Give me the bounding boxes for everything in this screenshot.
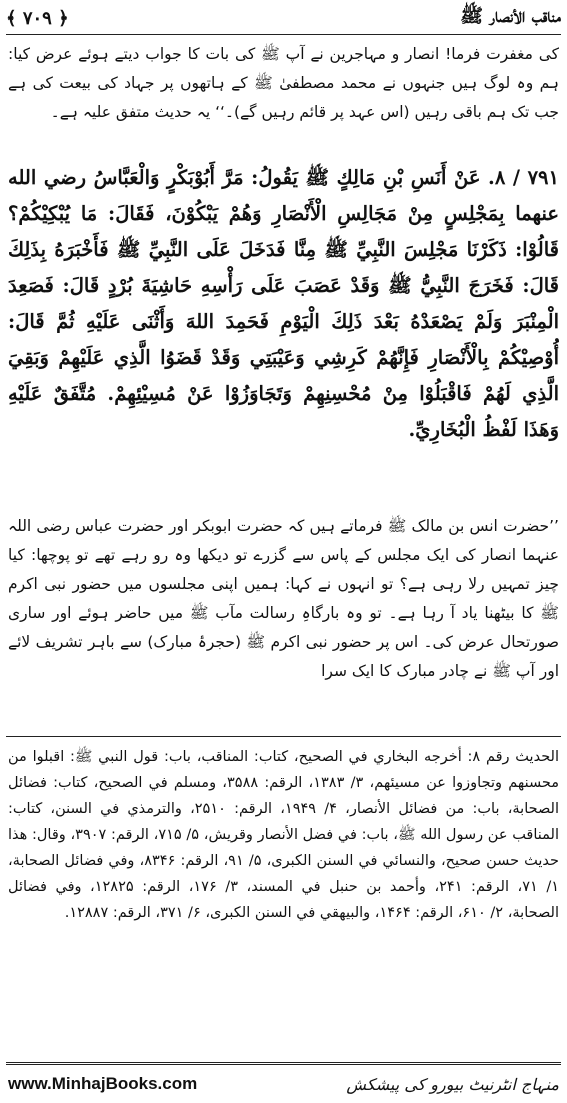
website-link[interactable]: www.MinhajBooks.com [8, 1074, 198, 1093]
chapter-title: مناقب الأنصار ﷺ [460, 5, 561, 27]
page-header [6, 4, 561, 32]
translation-urdu-text: ’’حضرت انس بن مالک ﷺ فرماتے ہیں کہ حضرت ابوبکر اور حضرت عباس رضی اللہ عنہما انصار کی ایک مجلس کے پاس سے گزرے تو دیکھا وہ رو رہے تھے تو پوچھا: کیا چیز تمہیں رلا رہی ہے؟ تو انہوں نے کہا: ہمیں اپنی مجلسوں میں حضور نبی اکرم ﷺ کا بیٹھنا یاد آ رہا ہے۔ تو وہ بارگاہِ رسالت مآب ﷺ میں حاضر ہوئے اور ساری صورتحال عرض کی۔ اس پر حضور نبی اکرم ﷺ (حجرۂ مبارک) سے باہر تشریف لائے اور آپ ﷺ نے چادر مبارک کا ایک سرا [8, 517, 559, 680]
footer-rule [6, 1062, 561, 1065]
hadith-number: ۷۹۱ / ۸. [488, 166, 559, 189]
page-number: ﴿ ۷۰۹ ﴾ [6, 7, 69, 29]
hadith-arabic-text: عَنْ أَنَسِ بْنِ مَالِكٍ ﷺ يَقُولُ: مَرَّ أَبُوْبَكْرٍ وَالْعَبَّاسُ رضي الله عنهما بِمَجْلِسٍ مِنْ مَجَالِسِ الْأَنْصَارِ وَهُمْ يَبْكُوْنَ، فَقَالَ: مَا يُبْكِيْكُمْ؟ قَالُوْا: ذَكَرْنَا مَجْلِسَ النَّبِيِّ ﷺ مِنَّا فَدَخَلَ عَلَى النَّبِيِّ ﷺ فَأَخْبَرَهُ بِذَلِكَ قَالَ: فَخَرَجَ النَّبِيُّ ﷺ وَقَدْ عَصَبَ عَلَى رَأْسِهِ حَاشِيَةَ بُرْدٍ قَالَ: فَصَعِدَ الْمِنْبَرَ وَلَمْ يَصْعَدْهُ بَعْدَ ذَلِكَ الْيَوْمِ فَحَمِدَ اللهَ وَأَثْنَى عَلَيْهِ ثُمَّ قَالَ: أُوْصِيْكُمْ بِالْأَنْصَارِ فَإِنَّهُمْ كَرِشِي وَعَيْبَتِي وَقَدْ قَضَوُا الَّذِي عَلَيْهِمْ وَبَقِيَ الَّذِي لَهُمْ فَاقْبَلُوْا مِنْ مُحْسِنِهِمْ وَتَجَاوَزُوْا عَنْ مُسِيْئِهِمْ. مُتَّفَقٌ عَلَيْهِ وَهَذَا لَفْظُ الْبُخَارِيِّ. [8, 166, 559, 441]
footnote-rule [6, 736, 561, 737]
footnote-references: الحديث رقم ۸: أخرجه البخاري في الصحيح، كتاب: المناقب، باب: قول النبي ﷺ: اقبلوا من محسنهم وتجاوزوا عن مسيئهم، ۳/ ۱۳۸۳، الرقم: ۳۵۸۸، ومسلم في الصحيح، كتاب: فضائل الصحابة، باب: من فضائل الأنصار، ۴/ ۱۹۴۹، الرقم: ۲۵۱۰، والترمذي في السنن، كتاب: المناقب عن رسول الله ﷺ، باب: في فضل الأنصار وقريش، ۵/ ۷۱۵، الرقم: ۳۹۰۷، وقال: هذا حديث حسن صحيح، والنسائي في السنن الكبرى، ۵/ ۹۱، الرقم: ۸۳۴۶، وفي فضائل الصحابة، ۱/ ۷۱، الرقم: ۲۴۱، وأحمد بن حنبل في المسند، ۳/ ۱۷۶، الرقم: ۱۲۸۲۵، وفي فضائل الصحابة، ۲/ ۶۱۰، الرقم: ۱۴۶۴، والبيهقي في السنن الكبرى، ۶/ ۳۷۱، الرقم: ۱۲۸۸۷. [8, 749, 559, 921]
publisher-brand: منہاج انٹرنیٹ بیورو کی پیشکش [346, 1074, 559, 1094]
page-footer [8, 1070, 559, 1098]
intro-urdu-text: کی مغفرت فرما! انصار و مہاجرین نے آپ ﷺ کی بات کا جواب دیتے ہوئے عرض کیا: ہم وہ لوگ ہیں جنہوں نے محمد مصطفیٰ ﷺ کے ہاتھوں پر جہاد کی بیعت کی ہے جب تک ہم باقی رہیں (اس عہد پر قائم رہیں گے)۔‘‘ یہ حدیث متفق علیہ ہے۔ [8, 45, 559, 121]
header-rule [6, 34, 561, 35]
hadith-arabic-block [8, 160, 559, 505]
